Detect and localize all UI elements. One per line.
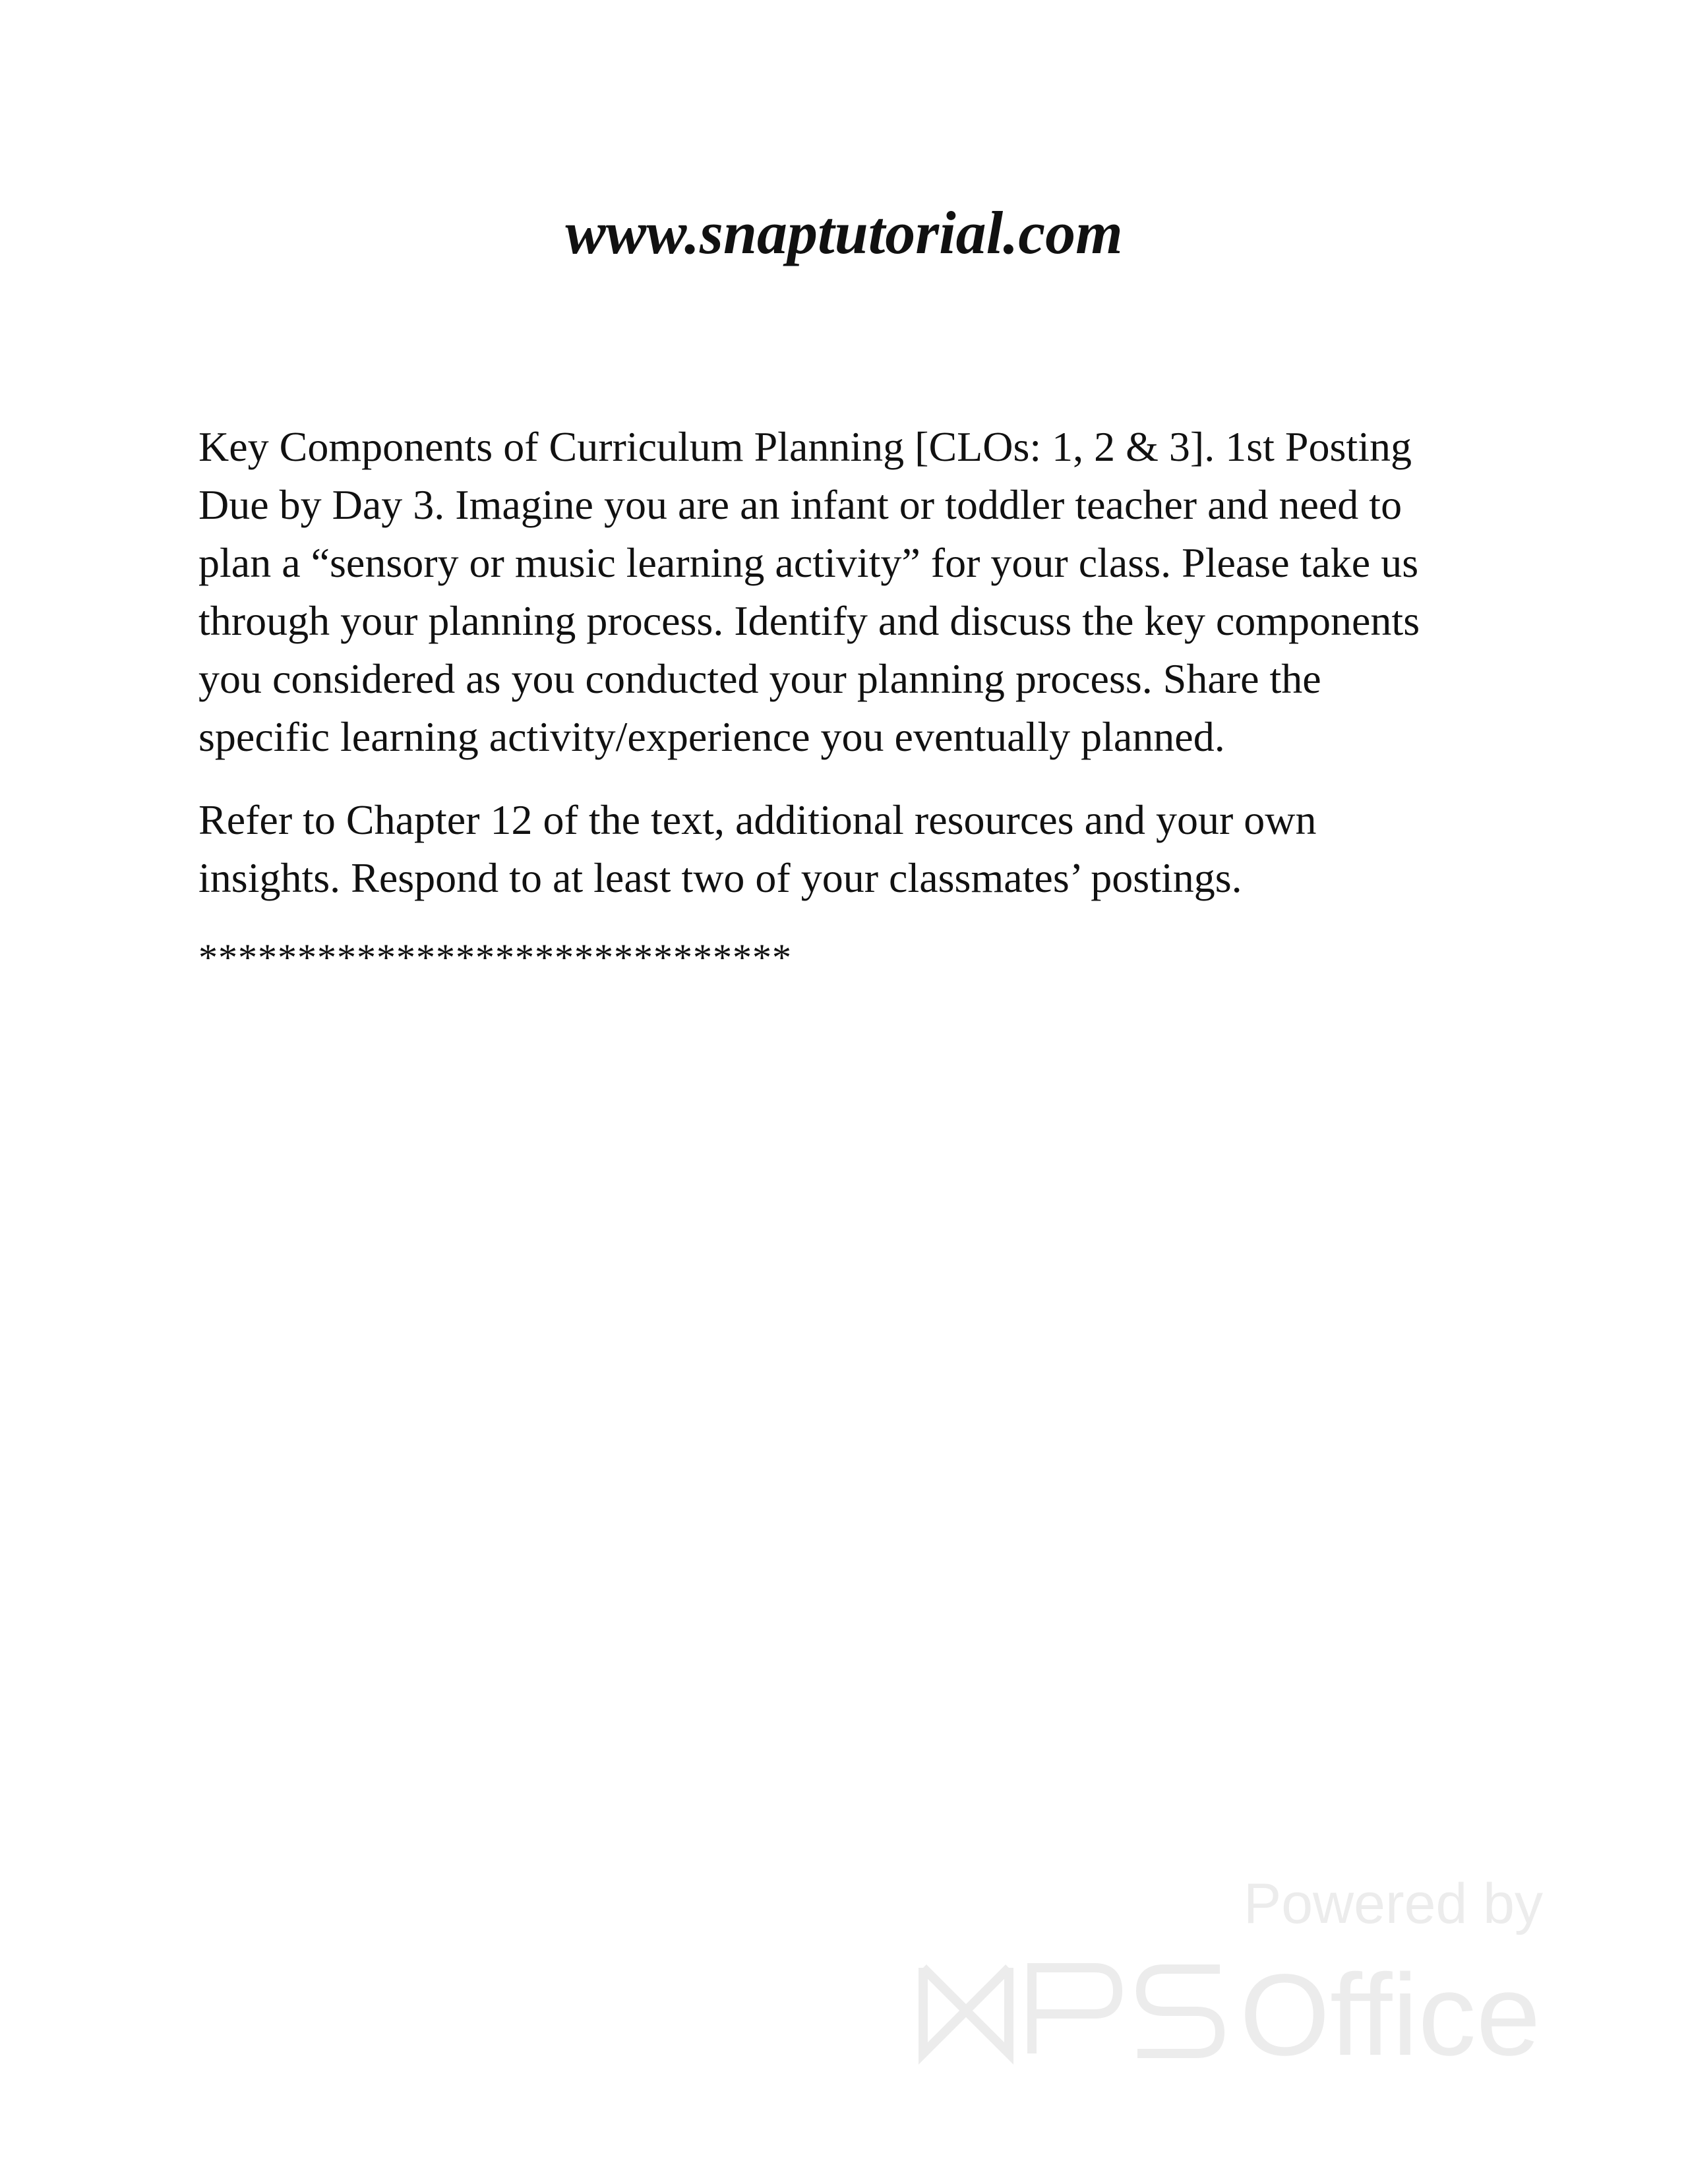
paragraph-line: specific learning activity/experience you eventually planned. (198, 713, 1225, 760)
paragraph-line: Refer to Chapter 12 of the text, additional resources and your own (198, 796, 1317, 843)
paragraph-assignment (198, 418, 1517, 766)
paragraph-line: you considered as you conducted your planning process. Share the (198, 655, 1321, 702)
paragraph-line: Due by Day 3. Imagine you are an infant or toddler teacher and need to (198, 481, 1402, 528)
wps-office-watermark (917, 1872, 1543, 2067)
wps-office-logo-icon (917, 1955, 1543, 2067)
paragraph-instructions (198, 791, 1517, 907)
paragraph-line: Key Components of Curriculum Planning [CLOs: 1, 2 & 3]. 1st Posting (198, 423, 1412, 470)
watermark-powered-by: Powered by (1243, 1872, 1543, 1935)
document-body (198, 418, 1517, 981)
paragraph-line: insights. Respond to at least two of your classmates’ postings. (198, 854, 1242, 901)
svg-text:Office: Office (1240, 1955, 1541, 2067)
site-title: www.snaptutorial.com (565, 199, 1123, 266)
asterisk-separator: ****************************** (198, 936, 792, 979)
paragraph-line: through your planning process. Identify and discuss the key components (198, 597, 1420, 644)
paragraph-line: plan a “sensory or music learning activity” for your class. Please take us (198, 539, 1419, 586)
